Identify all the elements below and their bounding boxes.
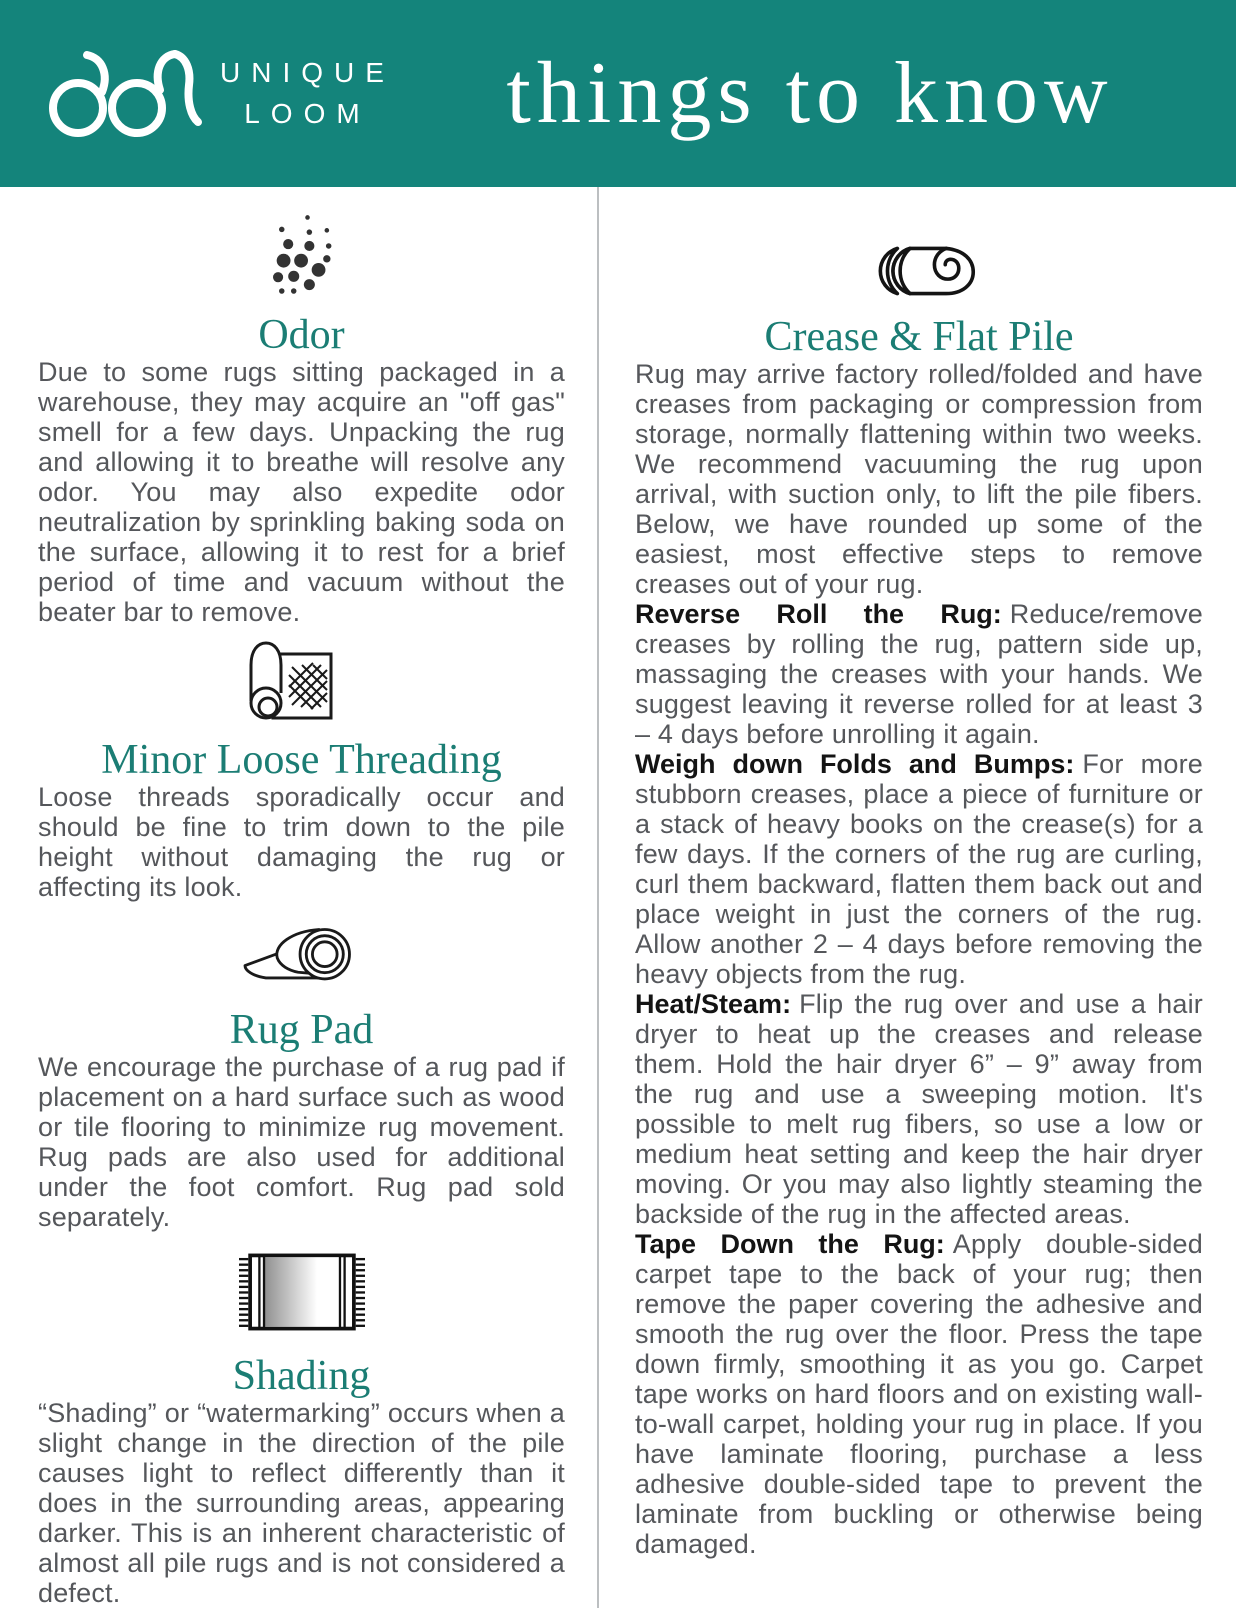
page-title: things to know bbox=[506, 45, 1114, 142]
crease-roll-icon bbox=[635, 243, 1203, 299]
column-divider bbox=[597, 187, 599, 1608]
tip-tape-down bbox=[635, 1229, 1203, 1559]
tip-heat-steam bbox=[635, 989, 1203, 1229]
section-body-rug-pad: We encourage the purchase of a rug pad if placement on a hard surface such as wood or tile flooring to minimize rug movement. Rug pads are also used for additional under the foot comfort. Rug pad sold separately. bbox=[38, 1052, 565, 1232]
tip-text: For more stubborn creases, place a piece of furniture or a stack of heavy books on the crease(s) for a few days. If the corners of the rug are curling, curl them backward, flatten them back out and place weight in just the corners of the rug. Allow another 2 – 4 days before removing the heavy objects from the rug. bbox=[635, 749, 1204, 989]
header-banner bbox=[0, 0, 1236, 187]
brand-name bbox=[220, 53, 395, 134]
tip-label: Tape Down the Rug: bbox=[635, 1229, 945, 1259]
section-heading-shading: Shading bbox=[232, 1353, 371, 1399]
section-heading-odor: Odor bbox=[258, 312, 345, 358]
tip-text: Apply double-sided carpet tape to the back of your rug; then remove the paper covering the adhesive and smooth the rug over the floor. Press the tape down firmly, smoothing it as you go. Carpet tape works on hard floors and on existing wall-to-wall carpet, holding your rug in place. If you have laminate flooring, purchase a less adhesive double-sided tape to prevent the laminate from buckling or otherwise being damaged. bbox=[635, 1229, 1203, 1559]
odor-dots-icon bbox=[38, 211, 565, 303]
section-body-threading: Loose threads sporadically occur and should be fine to trim down to the pile height without damaging the rug or affecting its look. bbox=[38, 782, 565, 902]
tip-weigh-down bbox=[635, 749, 1203, 989]
tip-text: Reduce/remove creases by rolling the rug, pattern side up, massaging the creases with your hands. We suggest leaving it reverse rolled for at least 3 – 4 days before unrolling it again. bbox=[635, 599, 1203, 749]
section-body-shading: “Shading” or “watermarking” occurs when a slight change in the direction of the pile causes light to reflect differently than it does in the surrounding areas, appearing darker. This is an inherent characteristic of almost all pile rugs and is not considered a defect. bbox=[38, 1398, 565, 1608]
brand-line-2: LOOM bbox=[244, 97, 371, 129]
brand-line-1: UNIQUE bbox=[220, 56, 395, 88]
section-heading-crease: Crease & Flat Pile bbox=[764, 314, 1074, 360]
section-heading-rug-pad: Rug Pad bbox=[229, 1007, 374, 1053]
left-column bbox=[38, 187, 565, 1608]
tip-label: Weigh down Folds and Bumps: bbox=[635, 749, 1075, 779]
brand-logo bbox=[42, 48, 440, 140]
shaded-rug-icon bbox=[38, 1248, 565, 1336]
tip-label: Heat/Steam: bbox=[635, 989, 792, 1019]
content-area bbox=[0, 187, 1236, 1608]
right-column bbox=[635, 187, 1203, 1608]
section-body-odor: Due to some rugs sitting packaged in a warehouse, they may acquire an "off gas" smell for a few days. Unpacking the rug and allowing it to breathe will resolve any odor. You may also expedite odor neutralization by sprinkling baking soda on the surface, allowing it to rest for a brief period of time and vacuum without the beater bar to remove. bbox=[38, 357, 565, 627]
rug-pad-roll-icon bbox=[38, 920, 565, 996]
section-heading-threading: Minor Loose Threading bbox=[101, 737, 502, 783]
rolled-rug-icon bbox=[38, 633, 565, 730]
section-intro-crease: Rug may arrive factory rolled/folded and have creases from packaging or compression from storage, normally flattening within two weeks. We recommend vacuuming the rug upon arrival, with suction only, to lift the pile fibers. Below, we have rounded up some of the easiest, most effective steps to remove creases out of your rug. bbox=[635, 359, 1203, 599]
tip-text: Flip the rug over and use a hair dryer to heat up the creases and release them. Hold the hair dryer 6” – 9” away from the rug and use a sweeping motion. It's possible to melt rug fibers, so use a low or medium heat setting and keep the hair dryer moving. Or you may also lightly steaming the backside of the rug in the affected areas. bbox=[635, 989, 1203, 1229]
tip-label: Reverse Roll the Rug: bbox=[635, 599, 1002, 629]
tip-reverse-roll bbox=[635, 599, 1203, 749]
unique-loom-logo-icon bbox=[42, 48, 202, 140]
